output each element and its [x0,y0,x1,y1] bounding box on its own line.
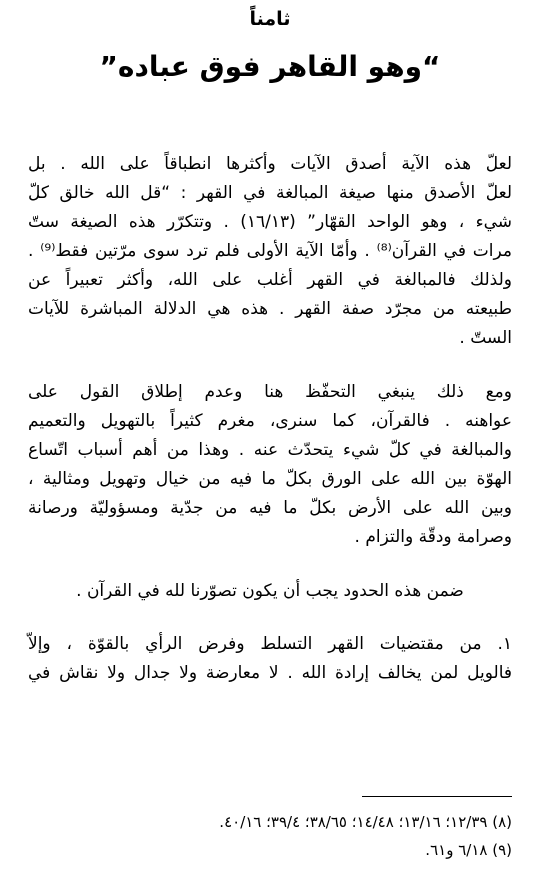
paragraph-1 [28,150,512,353]
paragraph-2 [28,378,512,552]
text-line: لعلّ الأصدق منها صيغة المبالغة في القهر : “قل الله خالق كلّ [28,183,512,203]
text-line: والمبالغة في كلّ شيء يتحدّث عنه . وهذا من أهم أسباب اتّساع [28,440,512,460]
section-title: “وهو القاهر فوق عباده” [99,50,441,83]
footnotes [28,808,512,864]
text-line: ١. من مقتضيات القهر التسلط وفرض الرأي بالقوّة ، وإلاّ [28,634,512,654]
text-line: وبين الله على الأرض بكلّ ما فيه من جدّية ومسؤوليّة ورصانة [28,498,512,518]
text-line: طبيعته من مجرّد صفة القهر . هذه هي الدلالة المباشرة للآيات [28,299,512,319]
text-line: شيء ، وهو الواحد القهّار” (١٦/١٣) . وتتكرّر هذه الصيغة ستّ [28,212,512,232]
list-item-1 [28,630,512,688]
text-line: الستّ . [459,328,512,348]
text-line: الهوّة بين الله على الورق بكلّ ما فيه من خيال وتهويل ومثالية ، [28,469,512,489]
footnote-9: (٩) ٦/١٨ و٦١. [425,841,512,859]
text-line: ولذلك فالمبالغة في القهر أغلب على الله، وأكثر تعبيراً عن [28,270,512,290]
text-line: لعلّ هذه الآية أصدق الآيات وأكثرها انطباقاً على الله . بل [28,154,512,174]
text-line: ومع ذلك ينبغي التحفّظ هنا وعدم إطلاق القول على [28,382,512,402]
text-line: فالويل لمن يخالف إرادة الله . لا معارضة ولا جدال ولا نقاش في [28,663,512,683]
body-text [28,150,512,713]
text-line: مرات في القرآن⁽⁸⁾ . وأمّا الآية الأولى فلم ترد سوى مرّتين فقط⁽⁹⁾ . [28,241,512,261]
text-line: وصرامة ودقّة والتزام . [354,527,512,547]
centered-statement: ضمن هذه الحدود يجب أن يكون تصوّرنا لله في القرآن . [76,581,464,601]
text-line: عواهنه . فالقرآن، كما سنرى، مغرم كثيراً بالتهويل والتعميم [28,411,512,431]
footnote-8: (٨) ١٢/٣٩؛ ١٣/١٦؛ ١٤/٤٨؛ ٣٨/٦٥؛ ٣٩/٤؛ ٤٠/١٦. [219,813,512,831]
section-number: ثامناً [249,8,291,30]
footnote-divider [362,796,512,797]
